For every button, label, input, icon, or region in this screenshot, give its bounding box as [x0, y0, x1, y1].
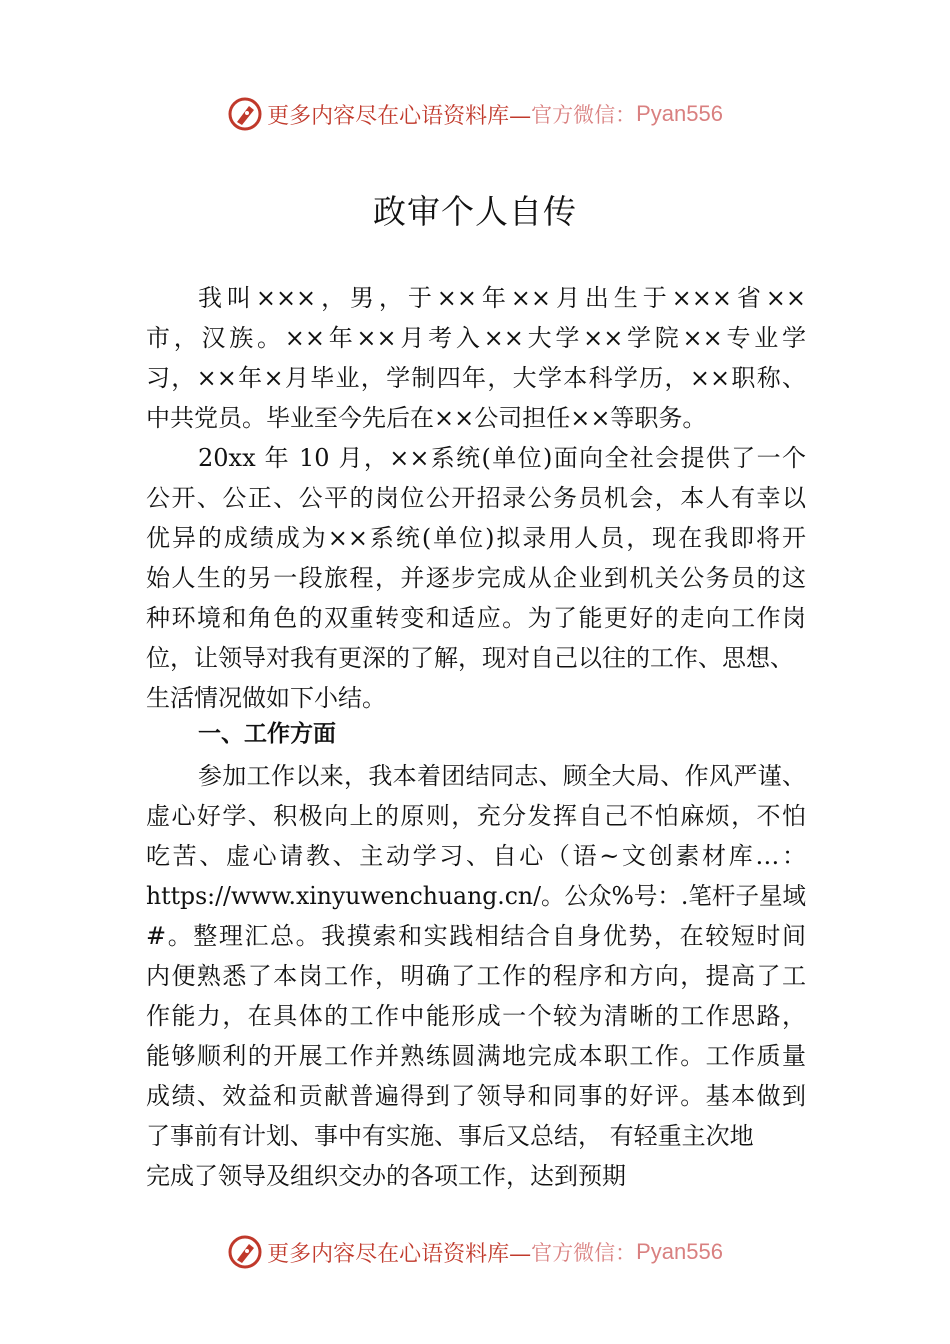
pen-nib-circle-icon — [227, 96, 263, 132]
paragraph-line: 20xx 年 10 月，××系统(单位)面向全社会提供了一个 — [198, 444, 806, 472]
paragraph-line: 位，让领导对我有更深的了解，现对自己以往的工作、思想、 — [146, 644, 794, 672]
pen-nib-circle-icon — [227, 1234, 263, 1270]
paragraph-line: #。整理汇总。我摸索和实践相结合自身优势，在较短时间 — [146, 922, 806, 950]
paragraph-line: 始人生的另一段旅程，并逐步完成从企业到机关公务员的这 — [146, 564, 806, 592]
page-title: 政审个人自传 — [373, 192, 577, 231]
paragraph-line: 生活情况做如下小结。 — [146, 684, 386, 712]
banner-main-text: 更多内容尽在心语资料库— — [267, 103, 532, 129]
banner-main-text: 更多内容尽在心语资料库— — [267, 1241, 532, 1267]
header-banner — [0, 92, 950, 136]
paragraph-line: 优异的成绩成为××系统(单位)拟录用人员，现在我即将开 — [146, 524, 806, 552]
banner-handle: Pyan556 — [636, 101, 723, 126]
banner-official-text: 官方微信： — [531, 1241, 637, 1265]
banner-handle: Pyan556 — [636, 1239, 723, 1264]
paragraph-line: 公开、公正、公平的岗位公开招录公务员机会，本人有幸以 — [146, 484, 806, 512]
paragraph-line: 内便熟悉了本岗工作，明确了工作的程序和方向，提高了工 — [146, 962, 806, 990]
paragraph-line: 能够顺利的开展工作并熟练圆满地完成本职工作。工作质量 — [146, 1042, 806, 1070]
paragraph-line: 完成了领导及组织交办的各项工作，达到预期 — [146, 1162, 626, 1190]
document-body — [146, 278, 806, 1196]
paragraph-line: 虚心好学、积极向上的原则，充分发挥自己不怕麻烦，不怕 — [146, 802, 806, 830]
paragraph-line: 中共党员。毕业至今先后在××公司担任××等职务。 — [146, 404, 707, 432]
footer-banner — [0, 1230, 950, 1274]
paragraph-line: 种环境和角色的双重转变和适应。为了能更好的走向工作岗 — [146, 604, 806, 632]
paragraph-line: https://www.xinyuwenchuang.cn/。公众%号：.笔杆子星域 — [146, 882, 806, 910]
paragraph-line: 我叫×××，男，于××年××月出生于×××省×× — [198, 284, 806, 312]
paragraph-line: 作能力，在具体的工作中能形成一个较为清晰的工作思路， — [146, 1002, 806, 1030]
paragraph-line: 吃苦、虚心请教、主动学习、自心（语~文创素材库…： — [146, 842, 806, 870]
paragraph-line: 习，××年×月毕业，学制四年，大学本科学历，××职称、 — [146, 364, 806, 392]
paragraph-line: 参加工作以来，我本着团结同志、顾全大局、作风严谨、 — [198, 762, 806, 790]
section-heading: 一、工作方面 — [198, 721, 336, 747]
paragraph-line: 了事前有计划、事中有实施、事后又总结， 有轻重主次地 — [146, 1122, 754, 1150]
paragraph-line: 成绩、效益和贡献普遍得到了领导和同事的好评。基本做到 — [146, 1082, 806, 1110]
banner-official-text: 官方微信： — [531, 103, 637, 127]
paragraph-line: 市，汉族。××年××月考入××大学××学院××专业学 — [146, 324, 806, 352]
